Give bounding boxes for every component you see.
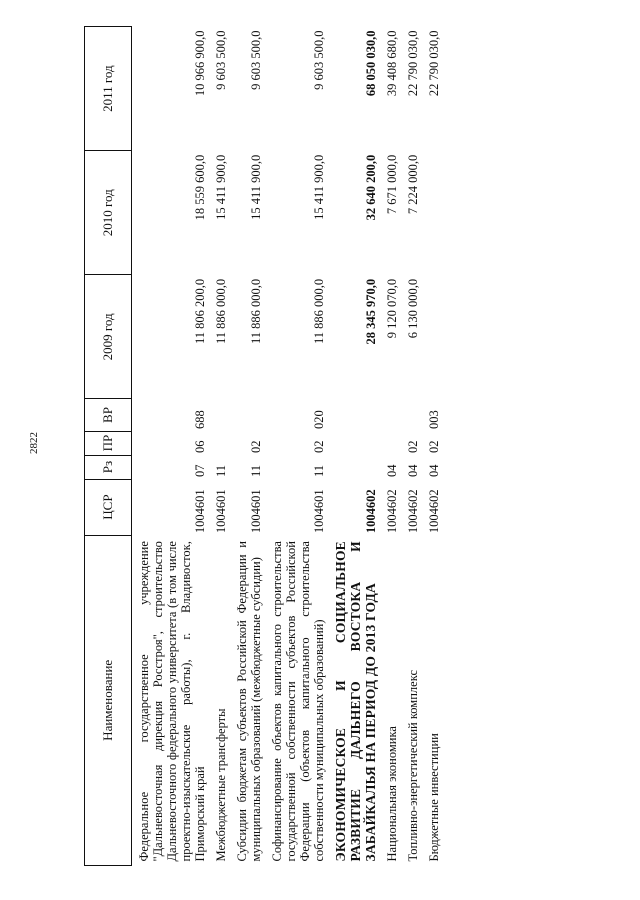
rotated-page-content bbox=[84, 26, 620, 866]
table-row bbox=[265, 27, 328, 866]
header-2011: 2011 год bbox=[85, 27, 132, 151]
row-vr: 020 bbox=[312, 410, 326, 430]
table-row bbox=[132, 27, 210, 866]
row-2010 bbox=[422, 151, 443, 275]
row-vr bbox=[401, 399, 422, 431]
row-2009: 28 345 970,0 bbox=[364, 278, 379, 345]
row-pr: 02 bbox=[406, 440, 421, 454]
table-row bbox=[422, 27, 443, 866]
header-pr: ПР bbox=[85, 431, 132, 455]
header-csr: ЦСР bbox=[85, 479, 132, 535]
row-name: Бюджетные инвестиции bbox=[427, 733, 442, 862]
row-2010: 18 559 600,0 bbox=[193, 154, 207, 221]
table-row bbox=[209, 27, 230, 866]
row-2009 bbox=[422, 275, 443, 399]
row-name: ЭКОНОМИЧЕСКОЕ И СОЦИАЛЬНОЕ РАЗВИТИЕ ДАЛЬНЕГО ВОСТОКА И ЗАБАЙКАЛЬЯ НА ПЕРИОД ДО 2013 ГОДА bbox=[333, 541, 379, 862]
header-2009: 2009 год bbox=[85, 275, 132, 399]
row-csr: 1004602 bbox=[385, 489, 400, 534]
row-csr: 1004601 bbox=[193, 489, 207, 534]
row-2010: 32 640 200,0 bbox=[364, 154, 379, 221]
row-2010: 15 411 900,0 bbox=[249, 154, 263, 220]
row-rz bbox=[328, 455, 380, 479]
row-2009: 11 806 200,0 bbox=[193, 278, 207, 345]
row-2010: 7 671 000,0 bbox=[385, 154, 400, 215]
header-2010: 2010 год bbox=[85, 151, 132, 275]
table-row bbox=[230, 27, 265, 866]
row-vr bbox=[328, 399, 380, 431]
row-2011: 9 603 500,0 bbox=[249, 30, 263, 90]
row-2011: 22 790 030,0 bbox=[427, 30, 442, 97]
row-name: Софинансирование объектов капитального строительства государственной собственности субъектов Российской Федерации (объектов капитального строительства собственности муниципальных образований) bbox=[270, 541, 326, 862]
header-rz: Рз bbox=[85, 455, 132, 479]
row-pr bbox=[209, 431, 230, 455]
row-name: Межбюджетные трансферты bbox=[214, 708, 228, 862]
row-vr bbox=[230, 399, 265, 431]
row-name: Топливно-энергетический комплекс bbox=[406, 670, 421, 862]
row-pr: 02 bbox=[249, 440, 263, 454]
row-csr: 1004601 bbox=[312, 489, 326, 534]
page-number: 2822 bbox=[28, 432, 40, 454]
row-2009: 6 130 000,0 bbox=[406, 278, 421, 339]
row-pr bbox=[328, 431, 380, 455]
row-rz: 07 bbox=[193, 464, 207, 478]
row-csr: 1004601 bbox=[214, 489, 228, 534]
table-header bbox=[85, 27, 132, 866]
row-csr: 1004602 bbox=[364, 489, 379, 534]
row-2011: 39 408 680,0 bbox=[385, 30, 400, 97]
header-name: Наименование bbox=[85, 535, 132, 865]
row-vr: 688 bbox=[193, 410, 207, 430]
row-2011: 68 050 030,0 bbox=[364, 30, 379, 97]
header-vr: ВР bbox=[85, 399, 132, 431]
row-2011: 10 966 900,0 bbox=[193, 30, 207, 97]
row-name: Субсидии бюджетам субъектов Российской Федерации и муниципальных образований (межбюджетные субсидии) bbox=[235, 541, 263, 862]
row-rz: 04 bbox=[427, 464, 442, 478]
row-rz: 11 bbox=[249, 465, 263, 478]
row-name: Национальная экономика bbox=[385, 726, 400, 862]
row-pr: 06 bbox=[193, 440, 207, 454]
row-csr: 1004602 bbox=[427, 489, 442, 534]
row-2009: 9 120 070,0 bbox=[385, 278, 400, 339]
table-body bbox=[132, 27, 444, 866]
row-pr: 02 bbox=[427, 440, 442, 454]
row-2009: 11 886 000,0 bbox=[249, 278, 263, 345]
row-rz: 04 bbox=[385, 464, 400, 478]
table-row bbox=[380, 27, 401, 866]
row-vr: 003 bbox=[427, 410, 442, 430]
budget-table bbox=[84, 26, 443, 866]
row-vr bbox=[380, 399, 401, 431]
table-row-section bbox=[328, 27, 380, 866]
row-2010: 15 411 900,0 bbox=[312, 154, 326, 220]
table-row bbox=[401, 27, 422, 866]
row-2011: 22 790 030,0 bbox=[406, 30, 421, 97]
row-name: Федеральное государственное учреждение "Дальневосточная дирекция Росстроя", строительство Дальневосточного федерального университета (в том числе проектно-изыскательские работы), г. Владивосток, Приморский край bbox=[137, 541, 207, 862]
row-2009: 11 886 000,0 bbox=[312, 278, 326, 345]
row-2010: 15 411 900,0 bbox=[214, 154, 228, 220]
row-2011: 9 603 500,0 bbox=[214, 30, 228, 90]
row-2011: 9 603 500,0 bbox=[312, 30, 326, 90]
row-rz: 04 bbox=[406, 464, 421, 478]
row-rz: 11 bbox=[312, 465, 326, 478]
row-pr: 02 bbox=[312, 440, 326, 454]
row-vr bbox=[209, 399, 230, 431]
row-pr bbox=[380, 431, 401, 455]
row-rz: 11 bbox=[214, 465, 228, 478]
row-2009: 11 886 000,0 bbox=[214, 278, 228, 345]
row-2010: 7 224 000,0 bbox=[406, 154, 421, 215]
row-csr: 1004601 bbox=[249, 489, 263, 534]
row-csr: 1004602 bbox=[406, 489, 421, 534]
